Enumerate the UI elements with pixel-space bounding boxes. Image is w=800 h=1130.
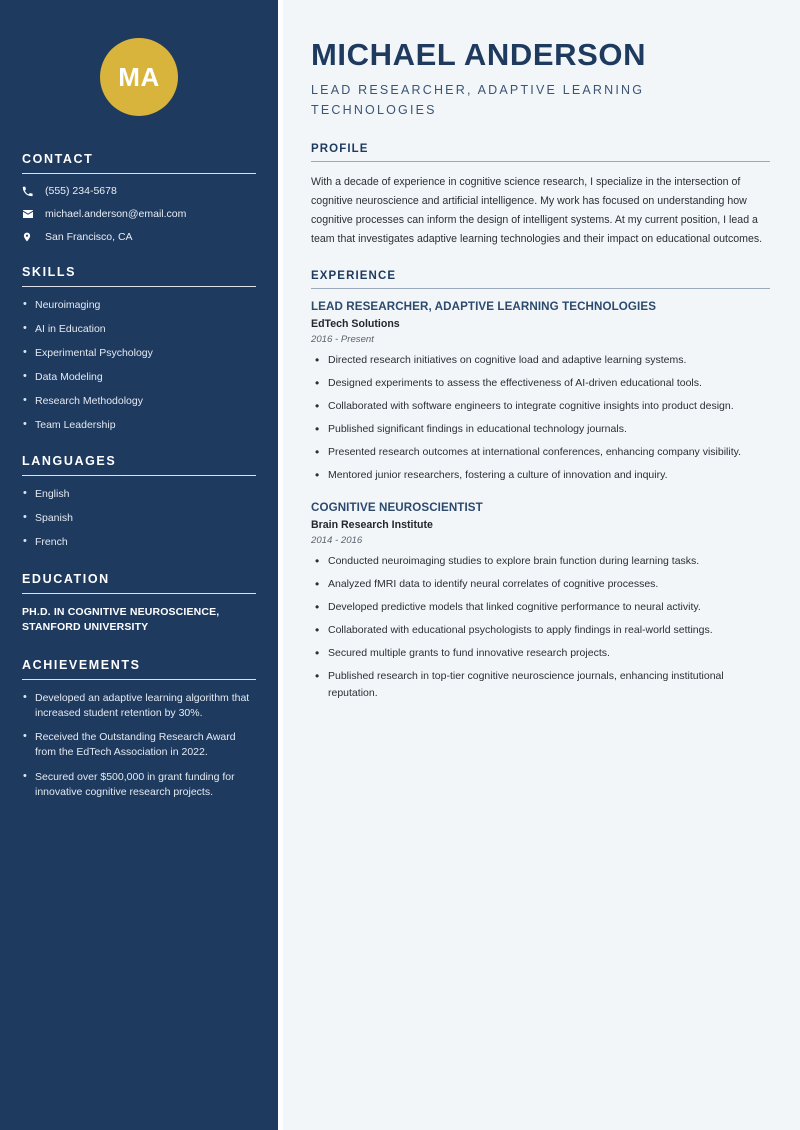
list-item: • Presented research outcomes at international conferences, enhancing company visibility. [311,444,770,461]
list-item: • Developed an adaptive learning algorithm that increased student retention by 30%. [22,691,256,721]
achievements-list [22,691,256,800]
profile-heading: PROFILE [311,142,369,155]
section-profile [311,143,770,248]
job-dates: 2016 - Present [311,334,374,346]
skills-heading: SKILLS [22,265,77,279]
list-item: • Research Methodology [22,394,256,409]
list-item: • Team Leadership [22,418,256,433]
experience-heading: EXPERIENCE [311,270,397,283]
contact-phone-value: (555) 234-5678 [45,185,117,197]
sidebar-section-languages [22,454,256,550]
sidebar-section-skills [22,265,256,432]
contact-item-phone[interactable] [22,185,256,197]
section-experience [311,270,770,702]
main-content [283,0,800,1130]
sidebar-section-achievements [22,658,256,800]
envelope-icon [22,208,39,220]
list-item: • Published significant findings in educational technology journals. [311,421,770,438]
avatar-container [22,0,256,152]
languages-rule [22,475,256,476]
education-rule [22,593,256,594]
list-item: • English [22,487,256,502]
job-bullet-list [311,352,770,484]
list-item: • Designed experiments to assess the effectiveness of AI-driven educational tools. [311,375,770,392]
profile-rule [311,161,770,162]
contact-location-value: San Francisco, CA [45,231,133,243]
languages-heading: LANGUAGES [22,454,117,469]
phone-icon [22,186,39,197]
page-title: MICHAEL ANDERSON [311,37,647,72]
list-item: • Experimental Psychology [22,346,256,361]
list-item: • French [22,535,256,550]
job-dates: 2014 - 2016 [311,535,363,547]
experience-rule [311,288,770,289]
experience-entry [311,300,770,484]
headline-subtitle: LEAD RESEARCHER, ADAPTIVE LEARNING TECHNOLOGIES [311,82,645,118]
location-pin-icon [22,231,39,243]
list-item: • Published research in top-tier cognitive neuroscience journals, enhancing institutional reputation. [311,668,770,702]
list-item: • Secured over $500,000 in grant funding for innovative cognitive research projects. [22,770,256,800]
list-item: • Analyzed fMRI data to identify neural correlates of cognitive processes. [311,576,770,593]
list-item: • Mentored junior researchers, fostering a culture of innovation and inquiry. [311,467,770,484]
education-item: PH.D. IN COGNITIVE NEUROSCIENCE, STANFORD UNIVERSITY [22,606,220,634]
list-item: • Collaborated with educational psychologists to apply findings in real-world settings. [311,622,770,639]
achievements-rule [22,679,256,680]
contact-email-value: michael.anderson@email.com [45,208,187,220]
sidebar-section-education [22,572,256,635]
list-item: • Secured multiple grants to fund innovative research projects. [311,645,770,662]
languages-list [22,487,256,550]
contact-item-location[interactable] [22,231,256,243]
job-company: Brain Research Institute [311,519,433,532]
list-item: • Neuroimaging [22,298,256,313]
skills-rule [22,286,256,287]
job-title: COGNITIVE NEUROSCIENTIST [311,501,483,515]
achievements-heading: ACHIEVEMENTS [22,657,141,672]
sidebar [0,0,278,1130]
list-item: • Developed predictive models that linked cognitive performance to neural activity. [311,599,770,616]
list-item: • Received the Outstanding Research Award from the EdTech Association in 2022. [22,730,256,760]
contact-rule [22,173,256,174]
contact-heading: CONTACT [22,152,94,166]
contact-item-email[interactable] [22,208,256,220]
avatar [100,38,178,116]
list-item: • Data Modeling [22,370,256,385]
job-title: LEAD RESEARCHER, ADAPTIVE LEARNING TECHNOLOGIES [311,300,657,314]
profile-text: With a decade of experience in cognitive science research, I specialize in the intersection of cognitive neuroscience and artificial intelligence. My work has focused on understanding how cognitive processes can inform the design of intelligent systems. At my current position, I lead a team that investigates adaptive learning technologies and their impact on educational outcomes. [311,175,763,245]
job-company: EdTech Solutions [311,318,400,331]
job-bullet-list [311,553,770,702]
skills-list [22,298,256,432]
list-item: • AI in Education [22,322,256,337]
avatar-initials: MA [118,61,160,92]
list-item: • Collaborated with software engineers to integrate cognitive insights into product design. [311,398,770,415]
education-heading: EDUCATION [22,572,110,587]
list-item: • Directed research initiatives on cognitive load and adaptive learning systems. [311,352,770,369]
sidebar-section-contact [22,152,256,243]
list-item: • Conducted neuroimaging studies to explore brain function during learning tasks. [311,553,770,570]
experience-entry [311,501,770,702]
list-item: • Spanish [22,511,256,526]
